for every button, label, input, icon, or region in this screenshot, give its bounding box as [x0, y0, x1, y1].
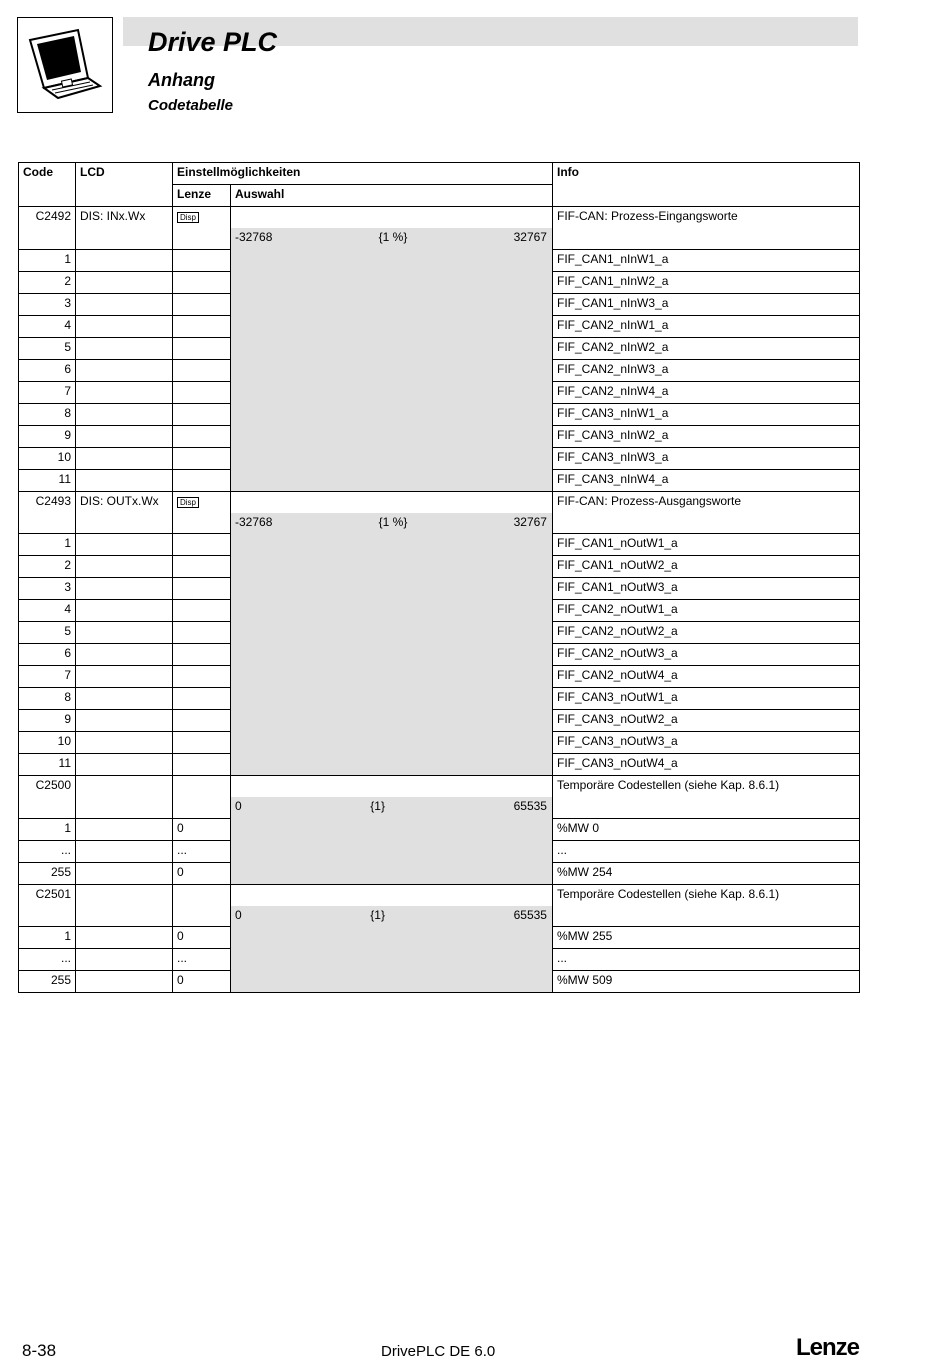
- range-values: [231, 513, 552, 532]
- subcode-cell: 255: [19, 971, 76, 993]
- info-cell: Temporäre Codestellen (siehe Kap. 8.6.1): [553, 884, 860, 927]
- info-cell: FIF_CAN3_nOutW3_a: [553, 732, 860, 754]
- range-max: 65535: [513, 799, 547, 813]
- header-info: Info: [553, 163, 860, 207]
- lenze-cell: [173, 425, 231, 447]
- lenze-cell: [173, 359, 231, 381]
- lcd-cell: [76, 337, 173, 359]
- subcode-cell: 3: [19, 293, 76, 315]
- document-id: DrivePLC DE 6.0: [381, 1343, 496, 1360]
- info-cell: FIF_CAN1_nInW3_a: [553, 293, 860, 315]
- disp-icon: Disp: [177, 212, 199, 223]
- info-cell: FIF_CAN3_nOutW4_a: [553, 754, 860, 776]
- subcode-cell: 2: [19, 271, 76, 293]
- info-cell: Temporäre Codestellen (siehe Kap. 8.6.1): [553, 776, 860, 819]
- auswahl-blank: [231, 884, 553, 906]
- lcd-cell: [76, 927, 173, 949]
- info-cell: FIF_CAN2_nInW2_a: [553, 337, 860, 359]
- lenze-cell: [173, 315, 231, 337]
- info-cell: FIF_CAN2_nInW1_a: [553, 315, 860, 337]
- lenze-cell: [173, 754, 231, 776]
- code-table: [18, 162, 860, 993]
- lcd-cell: [76, 469, 173, 491]
- info-cell: %MW 255: [553, 927, 860, 949]
- lcd-cell: [76, 949, 173, 971]
- info-cell: FIF-CAN: Prozess-Ausgangsworte: [553, 491, 860, 534]
- auswahl-blank: [231, 491, 553, 513]
- header-lenze: Lenze: [173, 185, 231, 207]
- lenze-cell: 0: [173, 862, 231, 884]
- info-cell: FIF-CAN: Prozess-Eingangsworte: [553, 207, 860, 250]
- lcd-cell: [76, 578, 173, 600]
- subcode-cell: 7: [19, 381, 76, 403]
- lcd-cell: [76, 688, 173, 710]
- info-cell: FIF_CAN2_nOutW2_a: [553, 622, 860, 644]
- range-cell: [231, 797, 553, 818]
- range-min: 0: [235, 907, 242, 922]
- subcode-cell: 1: [19, 249, 76, 271]
- range-max: 32767: [513, 230, 547, 244]
- info-cell: FIF_CAN2_nOutW4_a: [553, 666, 860, 688]
- lenze-cell: [173, 293, 231, 315]
- lenze-cell: [173, 207, 231, 250]
- subcode-cell: 9: [19, 710, 76, 732]
- info-cell: FIF_CAN3_nOutW1_a: [553, 688, 860, 710]
- subcode-cell: 10: [19, 732, 76, 754]
- lcd-cell: [76, 600, 173, 622]
- subcode-cell: 3: [19, 578, 76, 600]
- code-cell: C2501: [19, 884, 76, 927]
- range-values: [231, 797, 552, 816]
- subcode-cell: ...: [19, 949, 76, 971]
- subcode-cell: 6: [19, 644, 76, 666]
- info-cell: FIF_CAN1_nOutW3_a: [553, 578, 860, 600]
- lenze-cell: 0: [173, 818, 231, 840]
- lcd-cell: [76, 271, 173, 293]
- auswahl-shade: [231, 534, 553, 776]
- subcode-cell: ...: [19, 840, 76, 862]
- lenze-cell: [173, 491, 231, 534]
- lenze-cell: [173, 688, 231, 710]
- range-cell: [231, 228, 553, 249]
- table-row: [19, 818, 860, 840]
- lcd-cell: [76, 776, 173, 819]
- lenze-cell: [173, 710, 231, 732]
- info-cell: FIF_CAN3_nInW4_a: [553, 469, 860, 491]
- info-cell: %MW 0: [553, 818, 860, 840]
- info-cell: FIF_CAN3_nInW2_a: [553, 425, 860, 447]
- lenze-cell: [173, 666, 231, 688]
- range-max: 32767: [513, 514, 547, 529]
- subcode-cell: 4: [19, 315, 76, 337]
- info-cell: ...: [553, 840, 860, 862]
- code-cell: C2493: [19, 491, 76, 534]
- lenze-cell: [173, 249, 231, 271]
- lcd-cell: [76, 622, 173, 644]
- info-cell: FIF_CAN2_nInW4_a: [553, 381, 860, 403]
- range-step: {1}: [370, 799, 385, 813]
- info-cell: FIF_CAN1_nInW1_a: [553, 249, 860, 271]
- range-values: [231, 906, 552, 925]
- page-title: Drive PLC: [148, 27, 278, 57]
- range-cell: [231, 906, 553, 927]
- lcd-cell: DIS: INx.Wx: [76, 207, 173, 250]
- subcode-cell: 8: [19, 403, 76, 425]
- lenze-cell: [173, 622, 231, 644]
- lcd-cell: [76, 644, 173, 666]
- laptop-icon-box: [17, 17, 113, 113]
- info-cell: %MW 254: [553, 862, 860, 884]
- info-cell: FIF_CAN1_nOutW2_a: [553, 556, 860, 578]
- info-cell: FIF_CAN1_nOutW1_a: [553, 534, 860, 556]
- lcd-cell: [76, 732, 173, 754]
- info-cell: FIF_CAN2_nOutW1_a: [553, 600, 860, 622]
- info-cell: FIF_CAN2_nOutW3_a: [553, 644, 860, 666]
- lenze-cell: [173, 776, 231, 819]
- table-row: [19, 249, 860, 271]
- header-code: Code: [19, 163, 76, 207]
- lenze-cell: [173, 534, 231, 556]
- lenze-cell: 0: [173, 927, 231, 949]
- disp-icon: Disp: [177, 497, 199, 508]
- lenze-logo: Lenze: [796, 1334, 860, 1361]
- lcd-cell: [76, 447, 173, 469]
- header-auswahl: Auswahl: [231, 185, 553, 207]
- range-min: -32768: [235, 230, 273, 244]
- laptop-icon: [18, 18, 112, 112]
- subcode-cell: 1: [19, 927, 76, 949]
- lenze-cell: [173, 271, 231, 293]
- lenze-cell: ...: [173, 949, 231, 971]
- lenze-cell: 0: [173, 971, 231, 993]
- lcd-cell: [76, 381, 173, 403]
- range-step: {1 %}: [378, 514, 408, 529]
- lcd-cell: DIS: OUTx.Wx: [76, 491, 173, 534]
- lcd-cell: [76, 710, 173, 732]
- info-cell: FIF_CAN3_nInW1_a: [553, 403, 860, 425]
- auswahl-blank: [231, 776, 553, 798]
- subcode-cell: 5: [19, 337, 76, 359]
- info-cell: FIF_CAN3_nInW3_a: [553, 447, 860, 469]
- code-cell: C2492: [19, 207, 76, 250]
- table-row: [19, 534, 860, 556]
- code-row: [19, 491, 860, 513]
- lenze-cell: [173, 600, 231, 622]
- lcd-cell: [76, 556, 173, 578]
- info-cell: ...: [553, 949, 860, 971]
- page-number: 8-38: [22, 1341, 57, 1360]
- lenze-cell: ...: [173, 840, 231, 862]
- range-max: 65535: [513, 907, 547, 922]
- lenze-cell: [173, 556, 231, 578]
- code-row: [19, 207, 860, 229]
- page-subtitle: Anhang: [148, 70, 215, 90]
- info-cell: FIF_CAN1_nInW2_a: [553, 271, 860, 293]
- header-lcd: LCD: [76, 163, 173, 207]
- auswahl-shade: [231, 927, 553, 993]
- auswahl-shade: [231, 818, 553, 884]
- lenze-cell: [173, 644, 231, 666]
- lenze-cell: [173, 884, 231, 927]
- info-cell: %MW 509: [553, 971, 860, 993]
- lenze-cell: [173, 337, 231, 359]
- section-title: Codetabelle: [148, 97, 234, 114]
- subcode-cell: 1: [19, 534, 76, 556]
- range-step: {1 %}: [378, 230, 408, 244]
- lcd-cell: [76, 315, 173, 337]
- auswahl-shade: [231, 249, 553, 491]
- range-values: [231, 228, 552, 247]
- header-einstell: Einstellmöglichkeiten: [173, 163, 553, 185]
- subcode-cell: 6: [19, 359, 76, 381]
- subcode-cell: 255: [19, 862, 76, 884]
- lenze-cell: [173, 732, 231, 754]
- lcd-cell: [76, 840, 173, 862]
- lcd-cell: [76, 862, 173, 884]
- subcode-cell: 10: [19, 447, 76, 469]
- lcd-cell: [76, 425, 173, 447]
- subcode-cell: 5: [19, 622, 76, 644]
- code-row: [19, 776, 860, 798]
- info-cell: FIF_CAN2_nInW3_a: [553, 359, 860, 381]
- lcd-cell: [76, 534, 173, 556]
- range-min: -32768: [235, 514, 273, 529]
- subcode-cell: 2: [19, 556, 76, 578]
- subcode-cell: 9: [19, 425, 76, 447]
- info-cell: FIF_CAN3_nOutW2_a: [553, 710, 860, 732]
- lcd-cell: [76, 249, 173, 271]
- lcd-cell: [76, 403, 173, 425]
- table-row: [19, 927, 860, 949]
- subcode-cell: 7: [19, 666, 76, 688]
- auswahl-blank: [231, 207, 553, 229]
- lenze-cell: [173, 447, 231, 469]
- lcd-cell: [76, 359, 173, 381]
- lenze-cell: [173, 381, 231, 403]
- lcd-cell: [76, 971, 173, 993]
- lcd-cell: [76, 754, 173, 776]
- code-cell: C2500: [19, 776, 76, 819]
- lenze-cell: [173, 469, 231, 491]
- range-step: {1}: [370, 907, 385, 922]
- subcode-cell: 8: [19, 688, 76, 710]
- subcode-cell: 11: [19, 754, 76, 776]
- range-min: 0: [235, 799, 242, 813]
- subcode-cell: 1: [19, 818, 76, 840]
- range-cell: [231, 513, 553, 534]
- subcode-cell: 4: [19, 600, 76, 622]
- code-row: [19, 884, 860, 906]
- subcode-cell: 11: [19, 469, 76, 491]
- lcd-cell: [76, 293, 173, 315]
- lcd-cell: [76, 666, 173, 688]
- lcd-cell: [76, 818, 173, 840]
- lenze-cell: [173, 578, 231, 600]
- lcd-cell: [76, 884, 173, 927]
- lenze-cell: [173, 403, 231, 425]
